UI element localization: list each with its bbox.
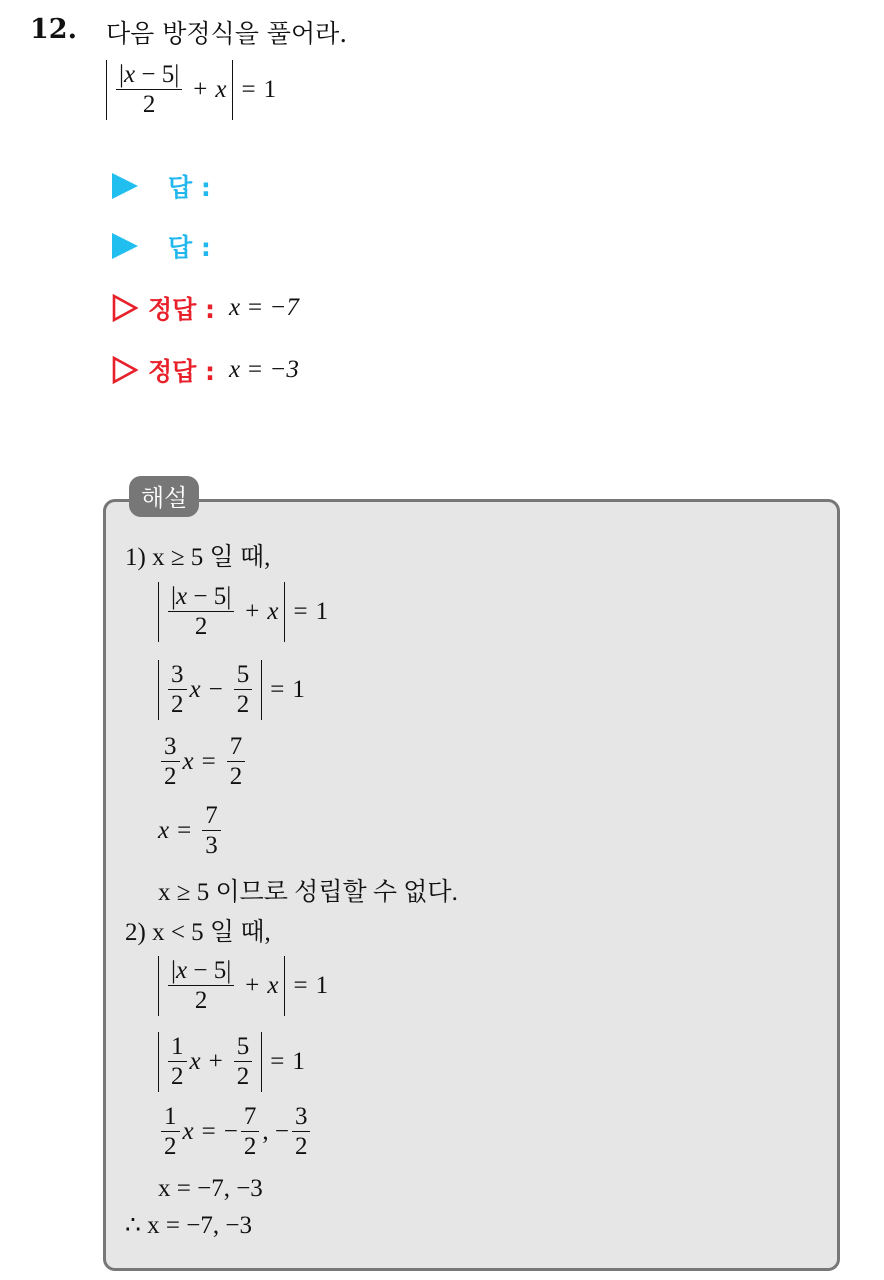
correct-answer-value: x = −7 xyxy=(229,294,299,321)
answer-label: 답 : xyxy=(168,173,211,202)
question-text: 다음 방정식을 풀어라. xyxy=(106,19,348,48)
correct-answer-row-1 xyxy=(112,290,299,326)
case2-result: x = −7, −3 xyxy=(158,1175,263,1202)
correct-answer-label: 정답 : xyxy=(148,357,216,386)
case1-step4: x = $\frac{7}{3}$ xyxy=(158,803,224,860)
case1-header: 1) x ≥ 5 일 때, xyxy=(125,544,271,571)
case1-step2: $\frac{3}{2}$ x − $\frac{5}{2}$ = 1 xyxy=(158,660,305,720)
main-equation: $\frac{|x - 5|}{2}$ + x = 1 xyxy=(106,60,276,120)
case2-header: 2) x < 5 일 때, xyxy=(125,919,271,946)
final-answer: ∴ x = −7, −3 xyxy=(125,1212,252,1239)
play-icon xyxy=(112,233,138,259)
question-number: 12. xyxy=(30,14,77,45)
case1-conclusion: x ≥ 5 이므로 성립할 수 없다. xyxy=(158,879,458,906)
play-icon xyxy=(112,173,138,199)
case1-step3: $\frac{3}{2}$ x = $\frac{7}{2}$ xyxy=(158,734,248,791)
answer-label: 답 : xyxy=(168,233,211,262)
solution-tag: 해설 xyxy=(129,476,199,517)
case2-step1: $\frac{|x - 5|}{2}$ + x = 1 xyxy=(158,956,328,1016)
case2-step2: $\frac{1}{2}$ x + $\frac{5}{2}$ = 1 xyxy=(158,1032,305,1092)
correct-answer-row-2 xyxy=(112,352,299,388)
outline-triangle-icon xyxy=(112,356,138,384)
case2-step3: $\frac{1}{2}$ x = − $\frac{7}{2}$ , − $\frac{3}{2}$ xyxy=(158,1104,313,1161)
correct-answer-value: x = −3 xyxy=(229,356,299,383)
case1-step1: $\frac{|x - 5|}{2}$ + x = 1 xyxy=(158,582,328,642)
outline-triangle-icon xyxy=(112,294,138,322)
answer-row-2 xyxy=(112,228,211,264)
correct-answer-label: 정답 : xyxy=(148,295,216,324)
answer-row-1 xyxy=(112,168,211,204)
